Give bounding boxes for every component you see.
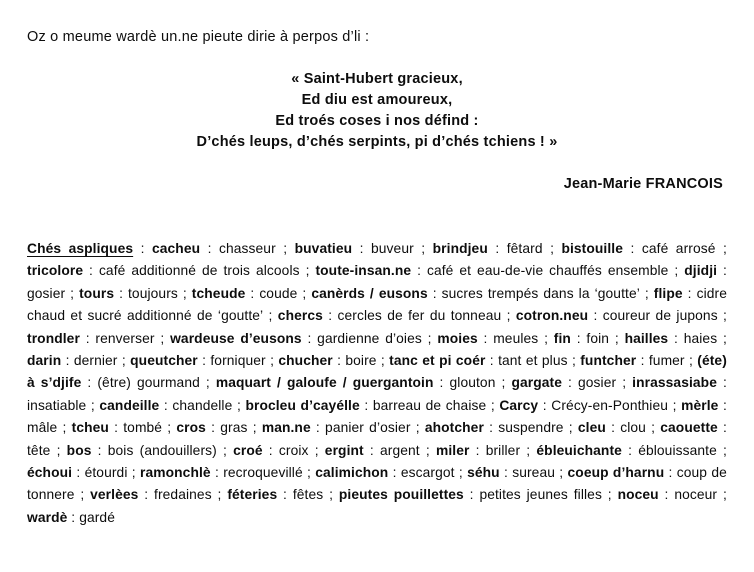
poem-line: D’chés leups, d’chés serpints, pi d’chés tchiens ! » [196, 134, 558, 150]
glossary-heading: Chés aspliques [27, 241, 134, 256]
glossary-definition: fêtard [506, 241, 543, 256]
glossary-definition: fredaines [154, 487, 212, 503]
glossary-term: inrassasiabe [632, 375, 717, 391]
glossary-term: ébleuichante [536, 442, 622, 458]
glossary-paragraph: Chés aspliques : cacheu : chasseur ; buvatieu : buveur ; brindjeu : fêtard ; bistouille : café arrosé ; tricolore : café additionné de trois alcools ; toute-insan.ne : café et eau-de-vie chauffés ensemble ; djidji : gosier ; tours : toujours ; tcheude : coude ; canèrds / eusons : sucres trempés dans la ‘goutte’ ; flipe : cidre chaud et sucré additionné de ‘goutte’ ; chercs : cercles de fer du tonneau ; cotron.neu : coureur de jupons ; trondler : renverser ; wardeuse d’eusons : gardienne d’oies ; moies : meules ; fin : foin ; hailles : haies ; darin : dernier ; queutcher : forniquer ; chucher : boire ; tanc et pi coér : tant et plus ; funtcher : fumer ; (éte) à s’djife : (être) gourmand ; maquart / galoufe / guergantoin : glouton ; gargate : gosier ; inrassasiabe : insatiable ; candeille : chandelle ; brocleu d’cayélle : barreau de chaise ; Carcy : Crécy-en-Ponthieu ; mèrle : mâle ; tcheu : tombé ; cros : gras ; man.ne : panier d’osier ; ahotcher : suspendre ; cleu : clou ; caouette : tête ; bos : bois (andouillers) ; croé : croix ; ergint : argent ; miler : briller ; ébleuichante : éblouissante ; échoui : étourdi ; ramonchlè : recroquevillé ; calimichon : escargot ; séhu : sureau ; coeup d’harnu : coup de tonnere ; verlèes : fredaines ; féteries : fêtes ; pieutes pouillettes : petites jeunes filles ; noceu : noceur ; wardè : gardé [27, 241, 727, 525]
glossary-term: djidji [684, 263, 718, 279]
glossary-definition: éblouissante [638, 442, 717, 458]
glossary-term: bos [66, 442, 92, 458]
glossary-term: buvatieu [294, 241, 353, 256]
glossary-definition: boire [345, 353, 377, 369]
glossary-definition: foin [586, 330, 610, 346]
glossary-definition: cidre chaud et sucré additionné de ‘goutte’ [27, 285, 727, 324]
glossary-term: funtcher [580, 353, 637, 369]
glossary-term: tcheu [71, 420, 109, 436]
glossary-term: darin [27, 353, 62, 369]
glossary-definition: tombé [123, 420, 163, 436]
poem-quote [0, 69, 754, 153]
glossary-definition: renverser [95, 330, 155, 346]
glossary-definition: (être) gourmand [97, 375, 200, 391]
glossary-definition: fumer [648, 353, 685, 369]
glossary-definition: toujours [128, 285, 178, 301]
glossary-term: cros [176, 420, 206, 436]
glossary-definition: chandelle [172, 397, 233, 413]
glossary-term: ergint [324, 442, 364, 458]
glossary-definition: cercles de fer du tonneau [337, 308, 502, 324]
glossary-term: (éte) à s’djife [27, 353, 727, 391]
poem-line: Ed diu est amoureux, [301, 92, 453, 108]
glossary-term: cotron.neu [515, 308, 589, 324]
glossary-term: fin [553, 330, 571, 346]
poem-line: « Saint-Hubert gracieux, [291, 71, 463, 87]
glossary-term: canèrds / eusons [311, 285, 428, 301]
glossary-term: tours [79, 285, 115, 301]
glossary-term: cleu [577, 420, 606, 436]
glossary-definition: chasseur [218, 241, 276, 256]
glossary-term: pieutes pouillettes [338, 487, 464, 503]
glossary-term: moies [437, 330, 478, 346]
glossary-term: man.ne [261, 420, 311, 436]
glossary-definition: suspendre [498, 420, 564, 436]
glossary-term: croé [233, 442, 263, 458]
glossary-term: queutcher [130, 353, 198, 369]
glossary-definition: noceur [674, 487, 718, 503]
glossary-definition: café arrosé [641, 241, 716, 256]
glossary-definition: petites jeunes filles [479, 487, 602, 503]
poem-line: Ed troés coses i nos défind : [275, 113, 479, 129]
glossary-definition: fêtes [292, 487, 324, 503]
glossary-term: wardè [27, 509, 68, 525]
glossary-term: séhu [467, 465, 500, 481]
glossary-term: gargate [511, 375, 563, 391]
glossary-term: chercs [277, 308, 323, 324]
glossary-definition: gosier [27, 285, 66, 301]
glossary-term: mèrle [681, 397, 719, 413]
glossary-definition: barreau de chaise [372, 397, 487, 413]
glossary-term: tricolore [27, 263, 84, 279]
glossary-definition: glouton [449, 375, 496, 391]
glossary-definition: Crécy-en-Ponthieu [551, 397, 669, 413]
glossary-definition: dernier [73, 353, 118, 369]
glossary-definition: buveur [371, 241, 414, 256]
glossary-term: maquart / galoufe / guergantoin [215, 375, 434, 391]
glossary-term: ramonchlè [140, 465, 211, 481]
glossary-definition: sureau [512, 465, 555, 481]
glossary-definition: croix [278, 442, 309, 458]
glossary-term: hailles [624, 330, 669, 346]
glossary-term: candeille [99, 397, 160, 413]
glossary-term: coeup d’harnu [567, 465, 665, 481]
glossary-definition: mâle [27, 420, 58, 436]
glossary-definition: gardé [79, 509, 115, 525]
glossary-term: Carcy [499, 397, 539, 413]
glossary-definition: bois (andouillers) [107, 442, 217, 458]
poem-author: Jean-Marie FRANCOIS [563, 176, 723, 192]
glossary-definition: café additionné de trois alcools [98, 263, 300, 279]
glossary-definition: gosier [578, 375, 617, 391]
glossary-term: ahotcher [424, 420, 484, 436]
glossary-term: féteries [227, 487, 278, 503]
glossary-term: brindjeu [432, 241, 488, 256]
glossary-definition: escargot [400, 465, 455, 481]
glossary-term: verlèes [90, 487, 139, 503]
glossary-term: tcheude [191, 285, 246, 301]
glossary-term: calimichon [315, 465, 389, 481]
glossary-term: caouette [660, 420, 718, 436]
glossary-definition: gras [220, 420, 248, 436]
glossary-term: bistouille [561, 241, 624, 256]
glossary-term: chucher [278, 353, 333, 369]
glossary-definition: étourdi [84, 465, 128, 481]
glossary-definition: panier d’osier [325, 420, 411, 436]
glossary-definition: insatiable [27, 397, 87, 413]
glossary-term: brocleu d’cayélle [245, 397, 360, 413]
glossary-term: cacheu [151, 241, 201, 256]
glossary-definition: gardienne d’oies [317, 330, 422, 346]
glossary-definition: coup de tonnere [27, 465, 727, 503]
intro-line: Oz o meume wardè un.ne pieute dirie à perpos d’li : [27, 29, 370, 45]
glossary-definition: sucres trempés dans la ‘goutte’ [441, 285, 640, 301]
glossary-term: noceu [617, 487, 659, 503]
glossary-definition: coude [259, 285, 298, 301]
glossary-definition: haies [683, 330, 718, 346]
glossary-term: toute-insan.ne [315, 263, 412, 279]
glossary-term: miler [435, 442, 470, 458]
glossary-definition: recroquevillé [223, 465, 303, 481]
glossary-definition: briller [485, 442, 521, 458]
glossary-definition: tant et plus [498, 353, 568, 369]
glossary-definition: meules [493, 330, 539, 346]
glossary-term: trondler [27, 330, 80, 346]
glossary-definition: tête [27, 442, 51, 458]
glossary-definition: argent [379, 442, 420, 458]
glossary-term: flipe [653, 285, 683, 301]
glossary-definition: forniquer [210, 353, 266, 369]
glossary-term: échoui [27, 465, 73, 481]
glossary-definition: coureur de jupons [602, 308, 718, 324]
glossary-definition: clou [620, 420, 646, 436]
glossary-term: tanc et pi coér [389, 353, 486, 369]
glossary-definition: café et eau-de-vie chauffés ensemble [426, 263, 669, 279]
glossary-term: wardeuse d’eusons [170, 330, 302, 346]
